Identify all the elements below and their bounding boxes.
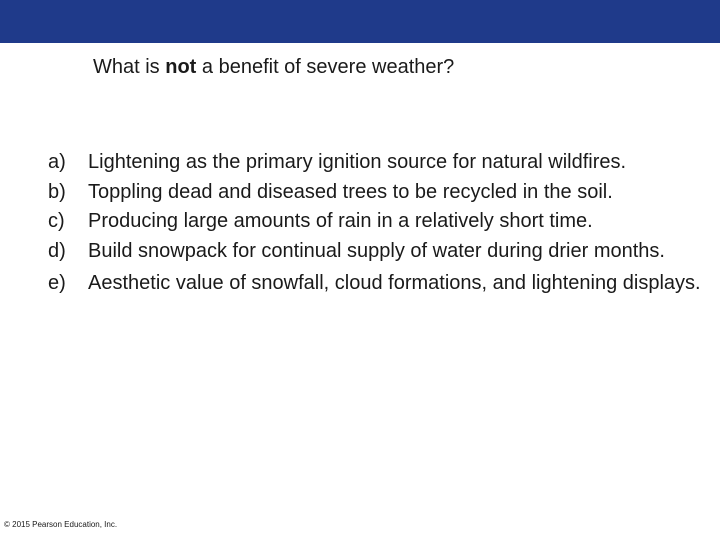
answer-letter: c) (48, 210, 65, 232)
answer-letter: a) (48, 151, 66, 173)
answer-letter: d) (48, 239, 66, 262)
answer-text: Producing large amounts of rain in a relatively short time. (88, 210, 593, 232)
copyright-text: © 2015 Pearson Education, Inc. (4, 520, 118, 529)
answer-text: Lightening as the primary ignition source for natural wildfires. (88, 151, 627, 173)
question-prefix: What is (93, 56, 166, 78)
answer-text: Aesthetic value of snowfall, cloud formations, and lightening displays. (88, 272, 701, 294)
question-suffix: a benefit of severe weather? (196, 56, 455, 78)
header-bar (0, 0, 720, 43)
answer-letter: b) (48, 180, 66, 203)
answer-option-c (48, 209, 708, 235)
answer-option-a (48, 150, 708, 176)
answer-option-d (48, 239, 708, 265)
question-emphasis: not (165, 56, 197, 78)
answer-option-e (48, 271, 708, 297)
answer-letter: e) (48, 272, 66, 294)
question-text (93, 55, 454, 79)
answer-option-b (48, 180, 708, 206)
answer-list (48, 150, 708, 301)
answer-text: Toppling dead and diseased trees to be recycled in the soil. (88, 180, 613, 203)
answer-text: Build snowpack for continual supply of water during drier months. (88, 239, 665, 262)
